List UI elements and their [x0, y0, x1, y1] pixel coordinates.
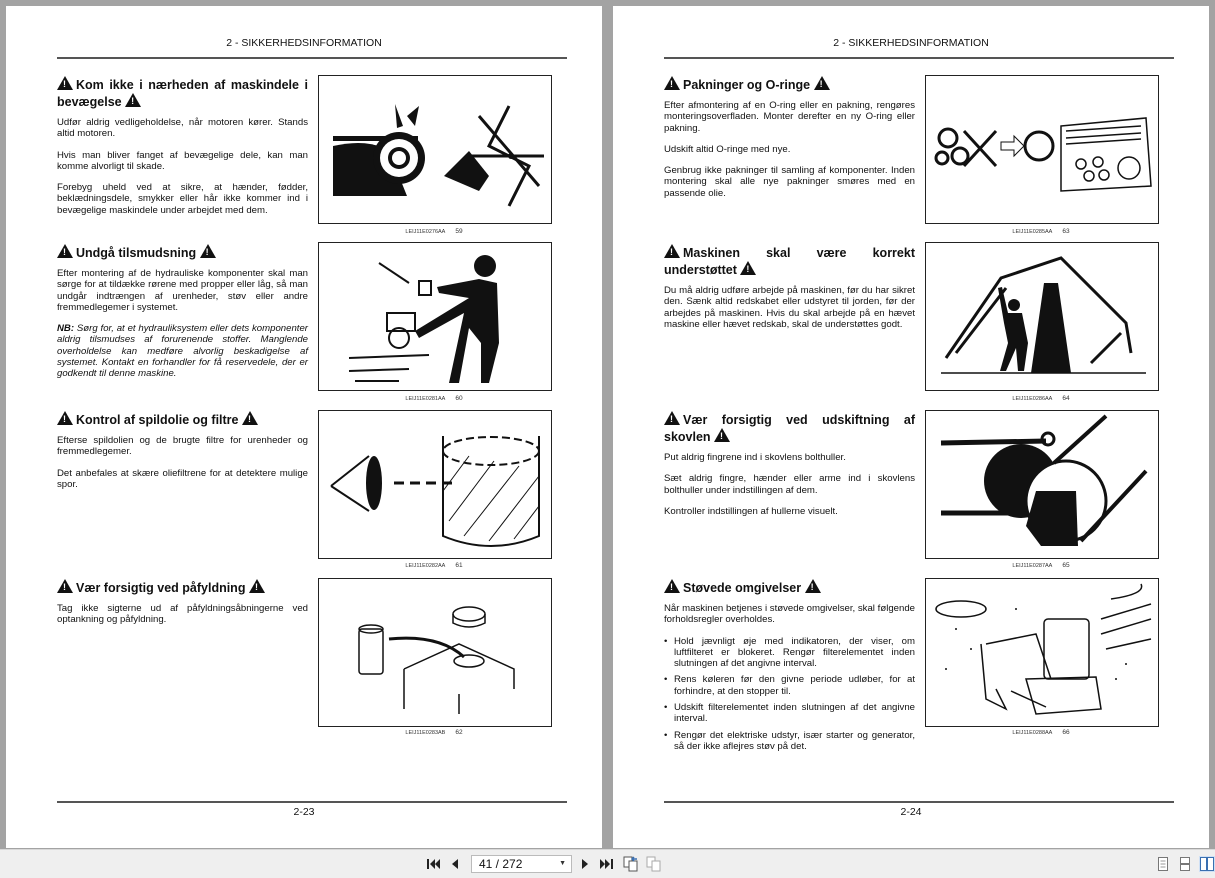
- warning-icon: [57, 579, 73, 593]
- paragraph: Forebyg uheld ved at sikre, at hænder, fødder, beklædningsdele, smykker eller hår ikke kommer ind i bevægelige maskindele under arbejdet med dem.: [57, 182, 308, 216]
- next-page-button[interactable]: [579, 856, 591, 872]
- figure-caption: LEIJ11E0281AA 60: [405, 395, 463, 402]
- section-refueling: [57, 579, 308, 636]
- paragraph: Udskift altid O-ringe med nye.: [664, 143, 791, 155]
- footer-rule: [57, 801, 567, 803]
- figure-caption: LEIJ11E0288AA 66: [1012, 729, 1070, 736]
- paragraph: Sæt aldrig fingre, hænder eller arme ind i skovlens bolthuller under indstillingen af dem.: [664, 473, 915, 496]
- warning-icon: [125, 93, 141, 107]
- page-header: 2 - SIKKERHEDSINFORMATION: [226, 37, 382, 49]
- fuel-strainer-illustration: [318, 578, 552, 727]
- warning-icon: [814, 76, 830, 90]
- section-waste-oil: [57, 411, 308, 500]
- previous-page-button[interactable]: [449, 856, 461, 872]
- figure-caption: LEIJ11E0286AA 64: [1012, 395, 1070, 402]
- paragraph: Efterse spildolien og de brugte filtre for urenheder og fremmedlegemer.: [57, 435, 308, 458]
- section-bucket: [664, 411, 915, 527]
- section-o-rings: [664, 76, 915, 209]
- two-page-view-button[interactable]: [1199, 856, 1215, 872]
- warning-icon: [57, 244, 73, 258]
- section-title: !Kom ikke i nærheden af maskindele i bevægelse !: [57, 76, 308, 110]
- warning-icon: [242, 411, 258, 425]
- paragraph: Det anbefales at skære oliefiltrene for at detektere mulige spor.: [57, 467, 308, 490]
- go-back-view-icon: [623, 856, 639, 872]
- section-title: !Undgå tilsmudsning !: [57, 244, 308, 261]
- precautions-list: [664, 636, 915, 753]
- page-number: 2-23: [293, 806, 315, 818]
- last-page-icon: [599, 858, 613, 870]
- first-page-icon: [427, 858, 441, 870]
- section-title: !Vær forsigtig ved påfyldning !: [57, 579, 308, 596]
- warning-icon: [740, 261, 756, 275]
- next-page-icon: [581, 858, 589, 870]
- warning-icon: [664, 411, 680, 425]
- chevron-down-icon[interactable]: ▼: [559, 860, 566, 867]
- first-page-button[interactable]: [426, 856, 442, 872]
- paragraph: Put aldrig fingrene ind i skovlens bolthuller.: [664, 452, 846, 463]
- viewer-toolbar: [0, 849, 1215, 878]
- list-item: • Rengør det elektriske udstyr, især starter og generator, så der ikke aflejres støv på det.: [674, 730, 915, 753]
- section-title: !Vær forsigtig ved udskiftning af skovlen !: [664, 411, 915, 445]
- warning-icon: [57, 411, 73, 425]
- single-page-view-button[interactable]: [1156, 856, 1170, 872]
- continuous-view-button[interactable]: [1178, 856, 1192, 872]
- section-title: !Maskinen skal være korrekt understøttet !: [664, 244, 915, 278]
- section-title: !Kontrol af spildolie og filtre !: [57, 411, 308, 428]
- previous-page-icon: [451, 858, 459, 870]
- bucket-pin-hazard-illustration: [925, 410, 1159, 559]
- figure-caption: LEIJ11E0282AA 61: [405, 562, 463, 569]
- go-back-view-button[interactable]: [622, 856, 640, 872]
- go-forward-view-icon: [646, 856, 662, 872]
- oil-inspection-illustration: [318, 410, 552, 559]
- paragraph: Efter afmontering af en O-ring eller en pakning, rengøres monteringsoverfladen. Monter derefter en ny O-ring eller pakning.: [664, 100, 915, 134]
- list-item: • Udskift filterelementet inden slutningen af det angivne interval.: [674, 702, 915, 725]
- supported-boom-illustration: [925, 242, 1159, 391]
- document-page-left: [6, 6, 602, 848]
- o-ring-kit-illustration: [925, 75, 1159, 224]
- single-page-view-icon: [1158, 857, 1168, 871]
- footer-rule: [664, 801, 1174, 803]
- hydraulic-plug-illustration: [318, 242, 552, 391]
- list-item: • Rens køleren før den givne periode udløber, for at forhindre, at den stopper til.: [674, 674, 915, 697]
- warning-icon: [249, 579, 265, 593]
- page-number-field[interactable]: 41 / 272 ▼: [471, 855, 572, 873]
- continuous-view-icon: [1180, 857, 1190, 871]
- warning-icon: [714, 428, 730, 442]
- figure-caption: LEIJ11E0276AA 59: [405, 228, 463, 235]
- section-support: [664, 244, 915, 340]
- paragraph: Hvis man bliver fanget af bevægelige dele, kan man komme alvorligt til skade.: [57, 149, 308, 172]
- document-page-right: [613, 6, 1209, 848]
- page-number: 2-24: [900, 806, 922, 818]
- dusty-excavator-illustration: [925, 578, 1159, 727]
- page-header: 2 - SIKKERHEDSINFORMATION: [833, 37, 989, 49]
- warning-icon: [664, 76, 680, 90]
- warning-icon: [805, 579, 821, 593]
- section-dusty: [664, 579, 915, 757]
- warning-icon: [664, 579, 680, 593]
- figure-caption: LEIJ11E0285AA 63: [1012, 228, 1070, 235]
- paragraph: Genbrug ikke pakninger til samling af komponenter. Inden montering skal alle nye pakninger smøres med en passende olie.: [664, 165, 915, 199]
- paragraph: Tag ikke sigterne ud af påfyldningsåbningerne ved optankning og påfyldning.: [57, 603, 308, 626]
- moving-parts-hazard-illustration: [318, 75, 552, 224]
- warning-icon: [57, 76, 73, 90]
- section-title: !Pakninger og O-ringe !: [664, 76, 915, 93]
- paragraph: Kontroller indstillingen af hullerne visuelt.: [664, 505, 838, 517]
- section-contamination: [57, 244, 308, 390]
- go-forward-view-button[interactable]: [645, 856, 663, 872]
- paragraph: Udfør aldrig vedligeholdelse, når motoren kører. Stands altid motoren.: [57, 117, 308, 140]
- note-paragraph: NB: Sørg for, at et hydrauliksystem eller dets komponenter aldrig tilsmudses af forurenende stoffer. Manglende overholdelse kan medføre alvorlig beskadigelse af systemet. Kontakt en forhandler for få reservedele, der er godkendt til denne maskine.: [57, 323, 308, 380]
- figure-caption: LEIJ11E0283AB 62: [405, 729, 463, 736]
- last-page-button[interactable]: [598, 856, 614, 872]
- header-rule: [57, 57, 567, 59]
- warning-icon: [664, 244, 680, 258]
- paragraph: Efter montering af de hydrauliske komponenter skal man sørge for at tildække rørene med propper eller låg, så man undgår indtrængen af urenheder, støv eller andre fremmedlegemer i systemet.: [57, 268, 308, 313]
- two-page-view-icon: [1200, 857, 1214, 871]
- paragraph: Du må aldrig udføre arbejde på maskinen, før du har sikret den. Sænk altid redskabet eller udstyret til jorden, før der arbejdes på maskinen. Hvis du skal arbejde på en hævet maskine eller hævet redskab, skal de understøttes godt.: [664, 285, 915, 330]
- section-moving-parts: [57, 76, 308, 226]
- figure-caption: LEIJ11E0287AA 65: [1012, 562, 1070, 569]
- warning-icon: [200, 244, 216, 258]
- section-title: !Støvede omgivelser !: [664, 579, 915, 596]
- list-item: • Hold jævnligt øje med indikatoren, der viser, om luftfilteret er blokeret. Rengør filterelementet inden slutningen af det angivne interval.: [674, 636, 915, 670]
- paragraph: Når maskinen betjenes i støvede omgivelser, skal følgende forholdsregler overholdes.: [664, 603, 915, 626]
- header-rule: [664, 57, 1174, 59]
